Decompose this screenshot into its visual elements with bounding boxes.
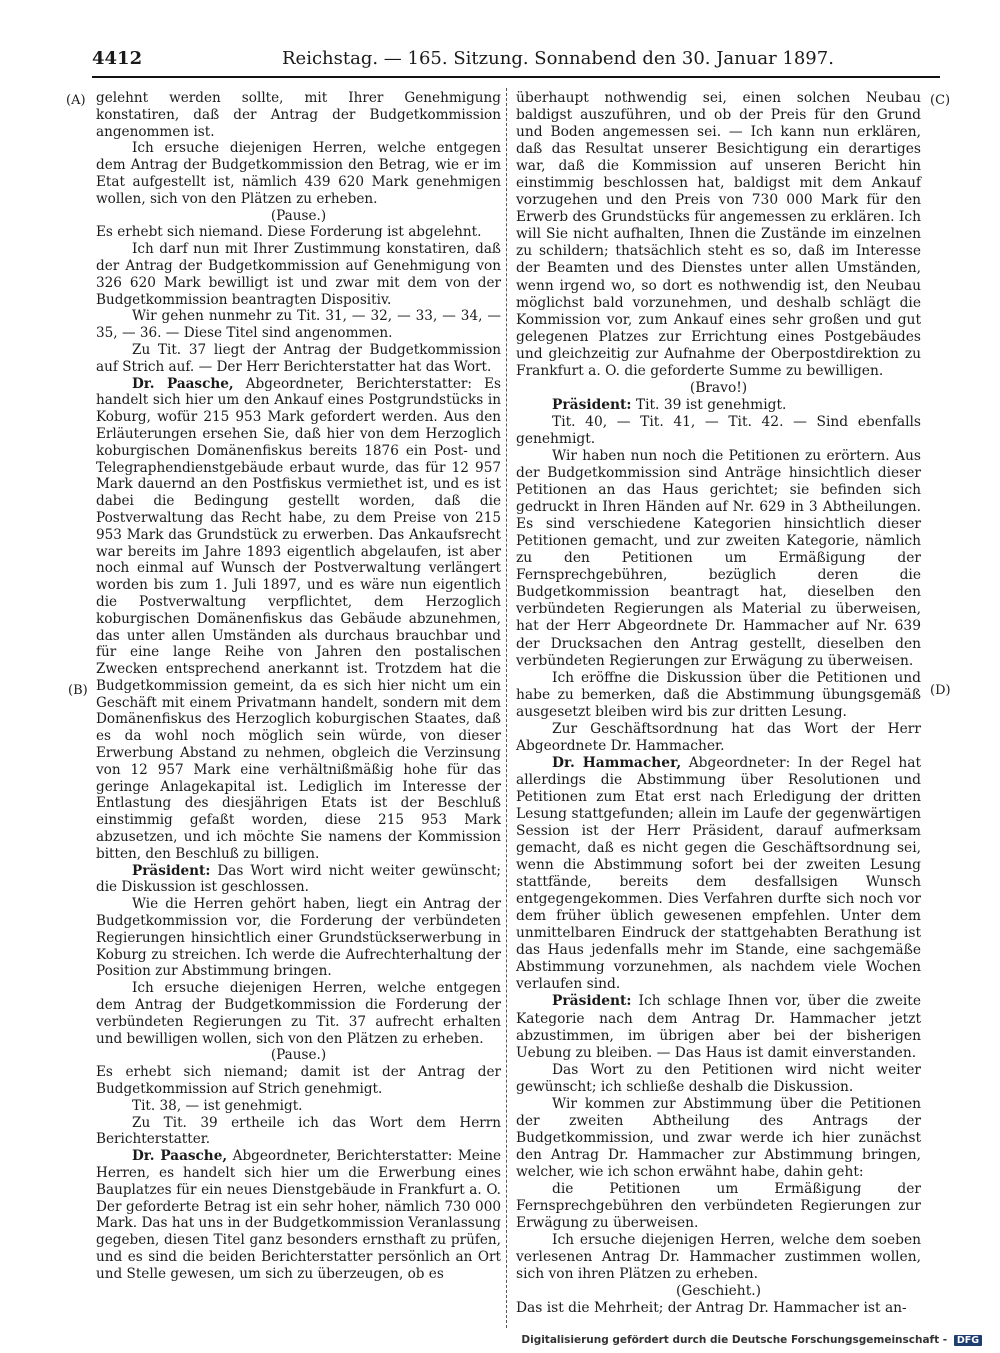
paragraph-text: Wir kommen zur Abstimmung über die Petitionen der zweiten Abtheilung des Antrags der Budgetkommission, und zwar werde ich hier zunächst den Antrag Dr. Hammacher zur Abstimmung bringen, welcher, wie ich schon erwähnt habe, dahin geht: bbox=[516, 1095, 921, 1180]
paragraph bbox=[516, 1232, 921, 1283]
paragraph bbox=[96, 863, 501, 897]
paragraph-text: (Pause.) bbox=[270, 207, 327, 224]
speaker-name: Präsident: bbox=[552, 396, 632, 413]
header-rule bbox=[92, 76, 940, 78]
paragraph bbox=[516, 1096, 921, 1181]
margin-marker-a: (A) bbox=[66, 93, 86, 108]
paragraph-text: Ich darf nun mit Ihrer Zustimmung konstatiren, daß der Antrag der Budgetkommission auf Genehmigung von 326 620 Mark bewilligt ist und zwar mit dem von der Budgetkommission beantragten Dispositiv. bbox=[96, 241, 501, 308]
speaker-name: Dr. Paasche, bbox=[132, 375, 234, 392]
paragraph bbox=[516, 721, 921, 755]
paragraph bbox=[516, 993, 921, 1061]
paragraph-text: Ich ersuche diejenigen Herren, welche dem soeben verlesenen Antrag Dr. Hammacher zustimmen wollen, sich von ihren Plätzen zu erheben. bbox=[516, 1232, 921, 1283]
paragraph-text: Zu Tit. 37 liegt der Antrag der Budgetkommission auf Strich auf. — Der Herr Berichterstatter hat das Wort. bbox=[96, 341, 501, 375]
paragraph bbox=[516, 1283, 921, 1300]
paragraph-text: Ich ersuche diejenigen Herren, welche entgegen dem Antrag der Budgetkommission den Betrag, wie er im Etat aufgestellt ist, nämlich 439 620 Mark genehmigen wollen, sich von den Plätzen zu erheben. bbox=[96, 140, 501, 207]
paragraph bbox=[96, 90, 501, 140]
paragraph bbox=[96, 1047, 501, 1064]
paragraph bbox=[96, 1115, 501, 1149]
paragraph bbox=[96, 208, 501, 225]
paragraph bbox=[516, 755, 921, 994]
paragraph-text: Abgeordneter, Berichterstatter: Es handelt sich hier um den Ankauf eines Postgrundstücks in Koburg, wofür 215 953 Mark gefordert werden. Aus den Erläuterungen ersehen Sie, daß hier von dem Herzoglich koburgischen Domänenfiskus bereits 1876 ein Post- und Telegraphendienstgebäude erbaut wurde, das für 12 957 Mark dauernd an den Postfiskus vermiethet ist, und es ist dabei die Bedingung gestellt worden, daß die Postverwaltung das Recht habe, zu dem Preise von 215 953 Mark das Grundstück zu erwerben. Das Ankaufsrecht war bereits im Jahre 1893 eigentlich abgelaufen, ist aber noch einmal auf Wunsch der Postverwaltung verlängert worden bis zum 1. Juli 1897, und es wäre nun eigentlich die Postverwaltung verpflichtet, dem Herzoglich koburgischen Domänenfiskus das Gebäude abzunehmen, das unter allen Umständen als durchaus brauchbar und für eine lange Reihe von Jahren den postalischen Zwecken entsprechend anerkannt ist. Trotzdem hat die Budgetkommission gemeint, da es sich hier nicht um ein Geschäft mit einem Privatmann handelt, sondern mit dem Domänenfiskus des Herzoglich koburgischen Staates, daß es da wohl noch möglich sein würde, von dieser Erwerbung Abstand zu nehmen, obgleich die Verzinsung von 12 957 Mark eine verhältnißmäßig hohe für das geringe Anlagekapital ist. Lediglich im Interesse der Entlastung des diesjährigen Etats ist der Beschluß einstimmig gefaßt worden, diese 215 953 Mark abzusetzen, und ich möchte Sie namens der Kommission bitten, den Beschluß zu billigen. bbox=[96, 375, 501, 862]
paragraph-text: Wir gehen nunmehr zu Tit. 31, — 32, — 33, — 34, — 35, — 36. — Diese Titel sind angenommen. bbox=[96, 308, 501, 342]
paragraph bbox=[516, 1300, 921, 1317]
paragraph-text: Tit. 39 ist genehmigt. bbox=[631, 396, 787, 413]
paragraph bbox=[516, 414, 921, 448]
paragraph-text: Es erhebt sich niemand; damit ist der Antrag der Budgetkommission auf Strich genehmigt. bbox=[96, 1064, 501, 1098]
speaker-name: Präsident: bbox=[552, 993, 632, 1010]
paragraph-text: Wie die Herren gehört haben, liegt ein Antrag der Budgetkommission vor, die Forderung der verbündeten Regierungen hinsichtlich einer Grundstückserwerbung in Koburg zu streichen. Ich werde die Aufrechterhaltung der Position zur Abstimmung bringen. bbox=[96, 896, 501, 980]
paragraph bbox=[96, 376, 501, 863]
dfg-logo: DFG bbox=[954, 1335, 982, 1346]
footer-text: Digitalisierung gefördert durch die Deutsche Forschungsgemeinschaft - bbox=[521, 1334, 948, 1346]
paragraph bbox=[96, 896, 501, 980]
paragraph-text: Wir haben nun noch die Petitionen zu erörtern. Aus der Budgetkommission sind Anträge hinsichtlich dieser Petitionen an das Haus gerichtet; sie befinden sich gedruckt in Ihren Händen auf Nr. 629 in 3 Abtheilungen. Es sind verschiedene Kategorien hinsichtlich dieser Petitionen gemacht, und zur zweiten Kategorie, nämlich zu den Petitionen um Ermäßigung der Fernsprechgebühren, bezüglich deren die Budgetkommission beantragt hat, dieselben den verbündeten Regierungen als Material zu überweisen, hat der Herr Abgeordnete Dr. Hammacher auf Nr. 639 der Drucksachen den Antrag gestellt, dieselben den verbündeten Regierungen zur Erwägung zu überweisen. bbox=[516, 447, 921, 669]
margin-marker-d: (D) bbox=[930, 683, 951, 698]
paragraph-text: Abgeordneter, Berichterstatter: Meine Herren, es handelt sich hier um die Erwerbung eines Bauplatzes für ein neues Dienstgebäude in Frankfurt a. O. Der geforderte Betrag ist ein sehr hoher, nämlich 730 000 Mark. Das hat uns in der Budgetkommission Veranlassung gegeben, diesen Titel ganz besonders ernsthaft zu prüfen, und es sind die beiden Berichterstatter persönlich an Ort und Stelle gewesen, um sich zu überzeugen, ob es bbox=[96, 1148, 501, 1282]
paragraph-text: (Geschieht.) bbox=[675, 1283, 762, 1300]
page-title: Reichstag. — 165. Sitzung. Sonnabend den 30. Januar 1897. bbox=[282, 48, 834, 69]
paragraph bbox=[516, 1062, 921, 1096]
paragraph bbox=[96, 1064, 501, 1098]
paragraph bbox=[96, 308, 501, 342]
paragraph-text: Ich eröffne die Diskussion über die Petitionen und habe zu bemerken, daß die Abstimmung übungsgemäß ausgesetzt bleiben wird bis zur dritten Lesung. bbox=[516, 669, 921, 720]
right-column bbox=[516, 90, 921, 1317]
speaker-name: Präsident: bbox=[132, 862, 211, 879]
paragraph-text: Es erhebt sich niemand. Diese Forderung ist abgelehnt. bbox=[96, 224, 482, 241]
paragraph-text: Das ist die Mehrheit; der Antrag Dr. Hammacher ist an- bbox=[516, 1300, 907, 1317]
paragraph-text: Tit. 38, — ist genehmigt. bbox=[132, 1097, 303, 1114]
column-divider bbox=[506, 88, 508, 1328]
paragraph-text: Zur Geschäftsordnung hat das Wort der Herr Abgeordnete Dr. Hammacher. bbox=[516, 720, 921, 754]
paragraph bbox=[96, 980, 501, 1047]
paragraph-text: Ich schlage Ihnen vor, über die zweite Kategorie nach dem Antrag Dr. Hammacher jetzt abzustimmen, im übrigen aber bei der bisherigen Uebung zu bleiben. — Das Haus ist damit einverstanden. bbox=[516, 993, 921, 1061]
paragraph-text: Tit. 40, — Tit. 41, — Tit. 42. — Sind ebenfalls genehmigt. bbox=[516, 413, 921, 447]
paragraph bbox=[96, 1098, 501, 1115]
margin-marker-c: (C) bbox=[930, 93, 951, 108]
paragraph-text: Ich ersuche diejenigen Herren, welche entgegen dem Antrag der Budgetkommission die Forderung der verbündeten Regierungen zu Tit. 37 aufrecht erhalten und bewilligen wollen, sich von den Plätzen zu erheben. bbox=[96, 980, 501, 1047]
paragraph bbox=[516, 90, 921, 380]
left-column bbox=[96, 90, 501, 1283]
paragraph bbox=[516, 1181, 921, 1232]
paragraph-text: Das Wort wird nicht weiter gewünscht; die Diskussion ist geschlossen. bbox=[96, 862, 501, 896]
paragraph bbox=[96, 224, 501, 241]
paragraph-text: Abgeordneter: In der Regel hat allerdings die Abstimmung über Resolutionen und Petitionen zum Etat erst nach Erledigung der dritten Lesung stattgefunden; allein im Laufe der gegenwärtigen Session ist der Herr Präsident, darauf aufmerksam gemacht, daß es nicht gegen die Geschäftsordnung sei, wenn die Abstimmung sofort bei der zweiten Lesung stattfände, bereits dem desfallsigen Wunsch entgegengekommen. Dies Verfahren durfte sich noch vor dem früher üblich gewesenen empfehlen. Unter dem unmittelbaren Eindruck der stattgehabten Berathung ist das Haus jedenfalls mehr im Stande, eine sachgemäße Abstimmung vorzunehmen, als nachdem viele Wochen verlaufen sind. bbox=[516, 754, 921, 993]
paragraph-text: gelehnt werden sollte, mit Ihrer Genehmigung konstatiren, daß der Antrag der Budgetkommission angenommen ist. bbox=[96, 90, 501, 140]
paragraph-text: (Pause.) bbox=[270, 1047, 327, 1064]
speaker-name: Dr. Hammacher, bbox=[552, 754, 682, 771]
paragraph bbox=[516, 670, 921, 721]
paragraph-text: die Petitionen um Ermäßigung der Fernsprechgebühren den verbündeten Regierungen zur Erwägung zu überweisen. bbox=[516, 1181, 921, 1232]
paragraph-text: (Bravo!) bbox=[689, 379, 748, 396]
paragraph bbox=[516, 380, 921, 397]
page-header bbox=[92, 46, 940, 74]
paragraph bbox=[96, 342, 501, 376]
paragraph bbox=[96, 241, 501, 308]
paragraph bbox=[96, 1148, 501, 1282]
paragraph-text: überhaupt nothwendig sei, einen solchen Neubau baldigst auszuführen, und ob der Preis für den Grund und Boden angemessen sei. — Ich kann nun erklären, daß das Resultat unserer Besichtigung ein derartiges war, daß die Kommission auf unseren Bericht hin einstimmig beschlossen hat, baldigst mit dem Ankauf vorzugehen und den Preis von 730 000 Mark für den Erwerb des Grundstücks für angemessen zu erklären. Ich will Sie nicht aufhalten, Ihnen die Zustände im einzelnen zu schildern; thatsächlich steht es so, daß im Interesse der Beamten und des Dienstes unter allen Umständen, wenn irgend wo, so dort es nothwendig ist, den Neubau möglichst bald vorzunehmen, und deshalb schlägt die Kommission vor, zum Ankauf eines sehr großen und gut gelegenen Platzes zur Errichtung eines Postgebäudes und gleichzeitig zur Aufnahme der Oberpostdirektion zu Frankfurt a. O. die geforderte Summe zu bewilligen. bbox=[516, 90, 921, 379]
page-number: 4412 bbox=[92, 48, 143, 69]
margin-marker-b: (B) bbox=[68, 683, 88, 698]
paragraph bbox=[516, 448, 921, 670]
paragraph bbox=[96, 140, 501, 207]
paragraph-text: Zu Tit. 39 ertheile ich das Wort dem Herrn Berichterstatter. bbox=[96, 1114, 501, 1148]
paragraph bbox=[516, 397, 921, 414]
footer-credit bbox=[521, 1334, 982, 1346]
paragraph-text: Das Wort zu den Petitionen wird nicht weiter gewünscht; ich schließe deshalb die Diskussion. bbox=[516, 1061, 921, 1095]
speaker-name: Dr. Paasche, bbox=[132, 1148, 228, 1165]
